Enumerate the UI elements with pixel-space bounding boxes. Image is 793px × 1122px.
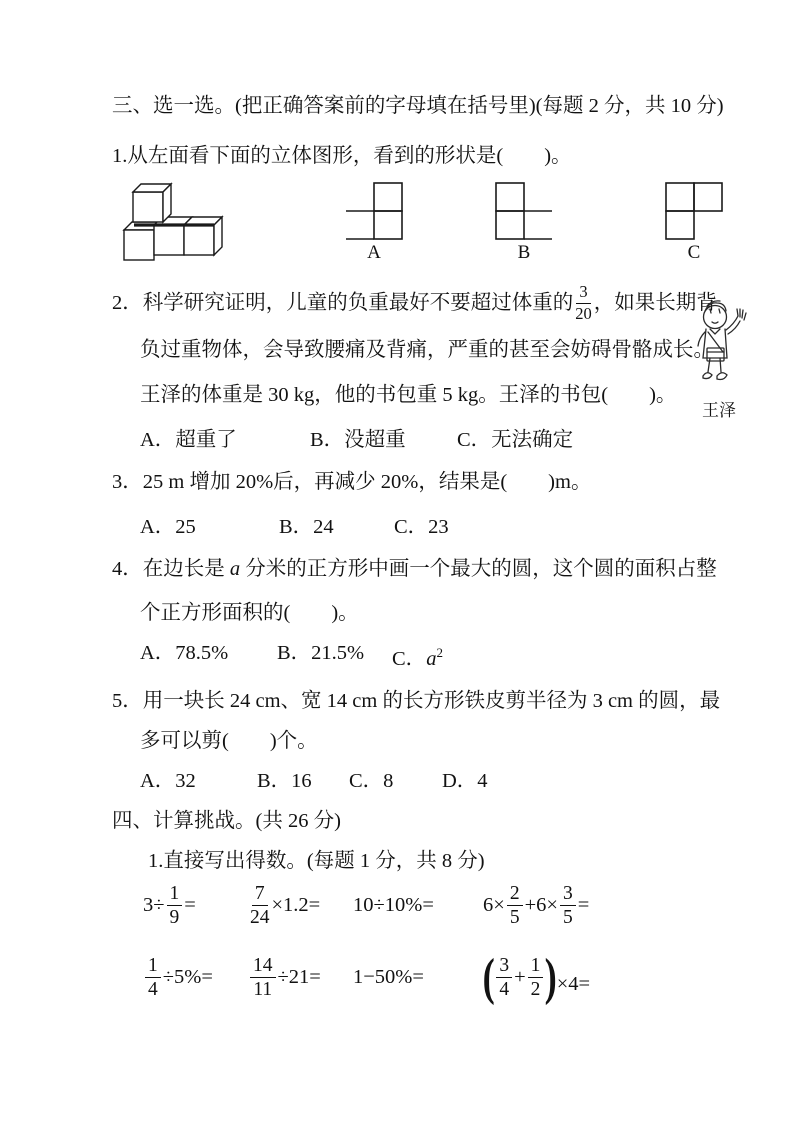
calc-expr-1-1 — [143, 883, 248, 929]
calc-row-1 — [112, 875, 757, 937]
wangze-illustration — [676, 296, 762, 421]
q2-line1-pre: 2．科学研究证明，儿童的负重最好不要超过体重的 — [112, 292, 574, 314]
q4-option-c — [392, 639, 443, 673]
expr-text: + — [514, 966, 526, 989]
q4-line2: 个正方形面积的( )。 — [140, 602, 359, 624]
expr-text: = — [184, 894, 196, 917]
calc-expr-1-4 — [483, 883, 589, 929]
open-paren: ( — [482, 948, 495, 1006]
q4-line1 — [112, 555, 757, 583]
q3-option-c: C．23 — [394, 516, 449, 538]
close-paren: ) — [544, 948, 558, 1006]
q4-variable-a: a — [229, 558, 241, 580]
boy-drawing — [679, 296, 759, 394]
shape-b-lines — [496, 183, 552, 239]
expr-text: ÷5%= — [162, 966, 213, 989]
section-four-heading: 四、计算挑战。(共 26 分) — [112, 809, 341, 832]
q5-option-d: D．4 — [442, 769, 488, 792]
q1-option-figure-b — [495, 182, 553, 263]
q5-line1: 5．用一块长 24 cm、宽 14 cm 的长方形铁皮剪半径为 3 cm 的圆，最 — [112, 689, 721, 712]
boy-lines — [698, 301, 746, 380]
expr-text: = — [577, 894, 590, 917]
q2-line1-post: ，如果长期背 — [593, 292, 717, 314]
q3-text: 3．25 m 增加 20%后，再减少 20%，结果是( )m。 — [112, 471, 592, 493]
q5-option-b: B．16 — [257, 769, 312, 792]
calc-expr-1-3 — [353, 894, 483, 917]
view-shape-c — [665, 182, 723, 240]
q2-line3: 王泽的体重是 30 kg，他的书包重 5 kg。王泽的书包( )。 — [140, 384, 677, 406]
boy-caption: 王泽 — [702, 401, 736, 420]
q5-option-c: C．8 — [349, 769, 394, 792]
q2-line1 — [112, 278, 757, 328]
view-shape-b — [495, 182, 553, 240]
calc-expr-2-1 — [143, 955, 248, 1001]
view-shape-a — [345, 182, 403, 240]
expr-text: +6× — [524, 894, 558, 917]
cube-solid-figure — [112, 178, 234, 266]
calc-expr-2-2 — [248, 955, 353, 1001]
expr-text: 10÷10%= — [353, 894, 434, 917]
q4-option-b: B．21.5% — [277, 642, 365, 664]
q1-option-figure-a — [345, 182, 403, 263]
fraction-denominator: 20 — [575, 303, 592, 323]
q3-options — [140, 513, 757, 541]
q4-option-c-variable: a — [426, 647, 437, 670]
figure-label-b: B — [517, 242, 531, 263]
q3-option-b: B．24 — [279, 516, 334, 538]
expr-text: 6× — [483, 894, 505, 917]
fraction-numerator: 3 — [576, 283, 590, 303]
calc-expr-2-3 — [353, 966, 483, 989]
calc-expr-1-2 — [248, 883, 353, 929]
q4-line1-pre: 4．在边长是 — [112, 558, 230, 580]
expr-text: 1−50%= — [353, 966, 424, 989]
q2-options — [140, 426, 757, 454]
fraction-3-4: $\frac{3}{4}$ — [496, 955, 512, 1001]
fraction-2-5: $\frac{2}{5}$ — [507, 883, 523, 929]
expr-text: ÷21= — [277, 966, 321, 989]
fraction-3-20 — [575, 283, 592, 322]
q5-line2: 多可以剪( )个。 — [140, 729, 318, 752]
q1-text: 1.从左面看下面的立体图形，看到的形状是( )。 — [112, 145, 572, 167]
expr-text: 3÷ — [143, 894, 165, 917]
shape-a-lines — [346, 183, 402, 239]
q4-line1-post: 分米的正方形中画一个最大的圆，这个圆的面积占整 — [240, 558, 717, 580]
figure-label-c: C — [687, 242, 701, 263]
q1-figure-row — [112, 178, 757, 270]
q4-option-c-label: C． — [392, 647, 427, 670]
fraction-3-5: $\frac{3}{5}$ — [560, 883, 576, 929]
expr-text: ×1.2= — [271, 894, 321, 917]
fraction-1-4: $\frac{1}{4}$ — [145, 955, 161, 1001]
q5-options — [140, 767, 757, 795]
q2-option-c: C．无法确定 — [457, 429, 574, 451]
section-four-subheading: 1.直接写出得数。(每题 1 分，共 8 分) — [148, 849, 485, 872]
section-three-heading: 三、选一选。(把正确答案前的字母填在括号里)(每题 2 分，共 10 分) — [112, 95, 724, 117]
fraction-1-9: $\frac{1}{9}$ — [167, 883, 183, 929]
expr-text: ×4= — [556, 972, 591, 995]
q5-option-a: A．32 — [140, 769, 196, 792]
cube-solid-shapes — [124, 184, 222, 260]
q2-option-b: B．没超重 — [310, 429, 406, 451]
q1-option-figure-c — [665, 182, 723, 263]
q3-option-a: A．25 — [140, 516, 196, 538]
calc-row-2 — [112, 943, 757, 1013]
q4-option-a: A．78.5% — [140, 642, 229, 664]
shape-c-lines — [666, 183, 722, 239]
fraction-14-11: $\frac{14}{11}$ — [250, 955, 276, 1001]
q2-option-a: A．超重了 — [140, 429, 237, 451]
q4-options — [140, 639, 757, 673]
fraction-1-2: $\frac{1}{2}$ — [528, 955, 544, 1001]
figure-label-a: A — [367, 242, 381, 263]
fraction-7-24: $\frac{7}{24}$ — [250, 882, 270, 929]
calc-expr-2-4 — [482, 948, 591, 1006]
q2-line2: 负过重物体，会导致腰痛及背痛，严重的甚至会妨碍骨骼成长。 — [140, 339, 714, 361]
q4-option-c-superscript: 2 — [436, 645, 443, 660]
